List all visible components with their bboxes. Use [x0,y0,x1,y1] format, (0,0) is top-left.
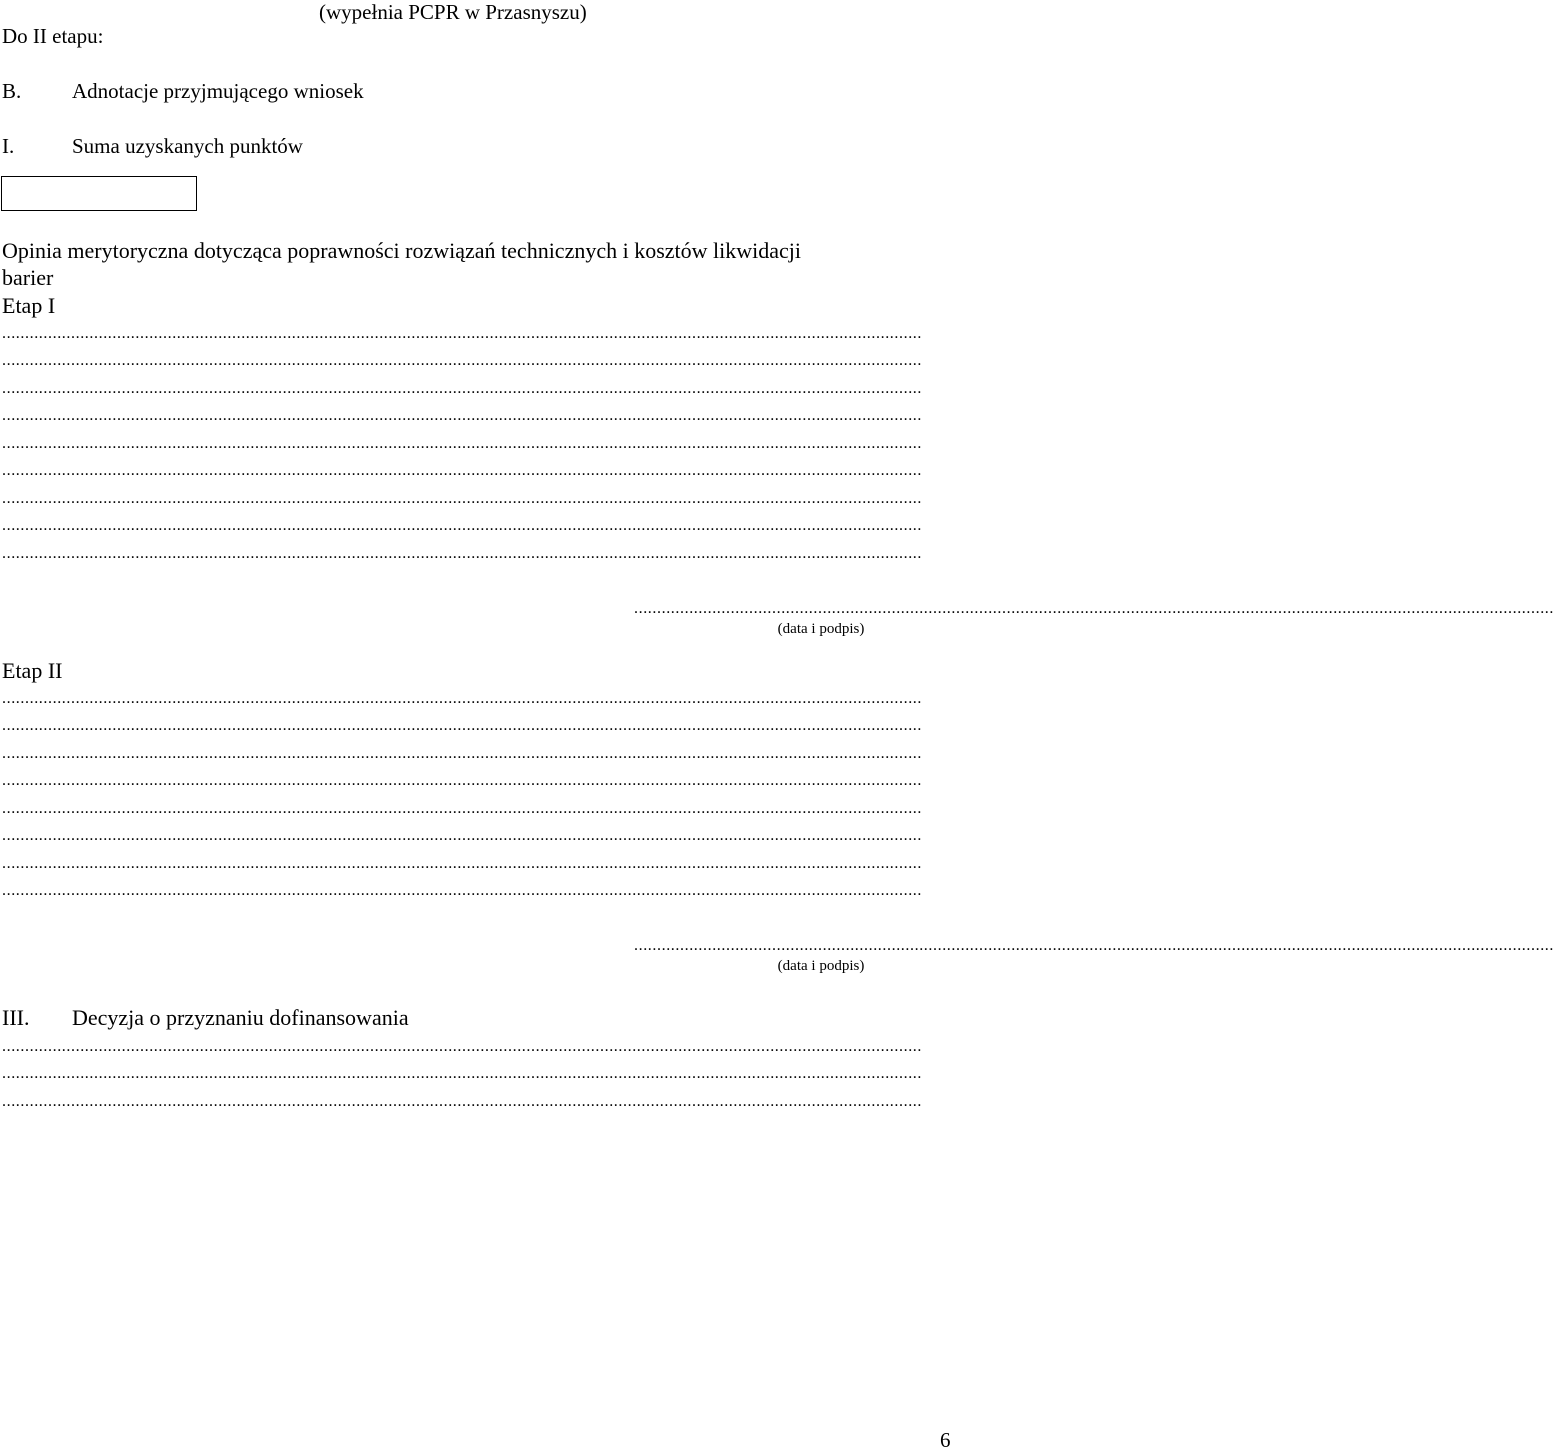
stage-1-line[interactable]: ........................................................................................................................................................................................................ [2,435,922,452]
stage-2-line[interactable]: ........................................................................................................................................................................................................ [2,800,922,817]
stage-1-line[interactable]: ........................................................................................................................................................................................................ [2,462,922,479]
stage-1-line[interactable]: ........................................................................................................................................................................................................ [2,352,922,369]
stage-2-signature-line[interactable]: ........................................................................................................................................................................................................ [634,937,1554,954]
decision-line[interactable]: ........................................................................................................................................................................................................ [2,1093,922,1110]
stage-1-line[interactable]: ........................................................................................................................................................................................................ [2,380,922,397]
stage-1-signature-label: (data i podpis) [777,621,865,637]
stage-1-line[interactable]: ........................................................................................................................................................................................................ [2,407,922,424]
stage-label: Do II etapu: [2,24,104,48]
section-iii-marker: III. [2,1005,30,1030]
stage-2-signature-label: (data i podpis) [777,958,865,974]
stage-2-line[interactable]: ........................................................................................................................................................................................................ [2,855,922,872]
opinion-title-continued: barier [2,265,54,290]
stage-2-line[interactable]: ........................................................................................................................................................................................................ [2,690,922,707]
section-b-title: Adnotacje przyjmującego wniosek [72,79,364,103]
stage-1-line[interactable]: ........................................................................................................................................................................................................ [2,325,922,342]
stage-2-line[interactable]: ........................................................................................................................................................................................................ [2,745,922,762]
stage-1-line[interactable]: ........................................................................................................................................................................................................ [2,490,922,507]
decision-line[interactable]: ........................................................................................................................................................................................................ [2,1038,922,1055]
section-i-marker: I. [2,134,15,158]
stage-2-line[interactable]: ........................................................................................................................................................................................................ [2,772,922,789]
decision-line[interactable]: ........................................................................................................................................................................................................ [2,1065,922,1082]
section-iii-title: Decyzja o przyznaniu dofinansowania [72,1005,409,1030]
stage-1-signature-line[interactable]: ........................................................................................................................................................................................................ [634,600,1554,617]
stage-1-line[interactable]: ........................................................................................................................................................................................................ [2,545,922,562]
stage-1-label: Etap I [2,293,56,318]
stage-2-line[interactable]: ........................................................................................................................................................................................................ [2,827,922,844]
section-b-marker: B. [2,79,22,103]
opinion-title: Opinia merytoryczna dotycząca poprawności rozwiązań technicznych i kosztów likwidacji [2,238,802,263]
stage-1-line[interactable]: ........................................................................................................................................................................................................ [2,517,922,534]
page-number: 6 [940,1428,951,1452]
section-i-title: Suma uzyskanych punktów [72,134,303,158]
filled-by-note: (wypełnia PCPR w Przasnyszu) [319,0,587,24]
stage-2-line[interactable]: ........................................................................................................................................................................................................ [2,882,922,899]
stage-2-line[interactable]: ........................................................................................................................................................................................................ [2,717,922,734]
stage-2-label: Etap II [2,658,63,683]
points-total-field[interactable] [1,176,197,211]
